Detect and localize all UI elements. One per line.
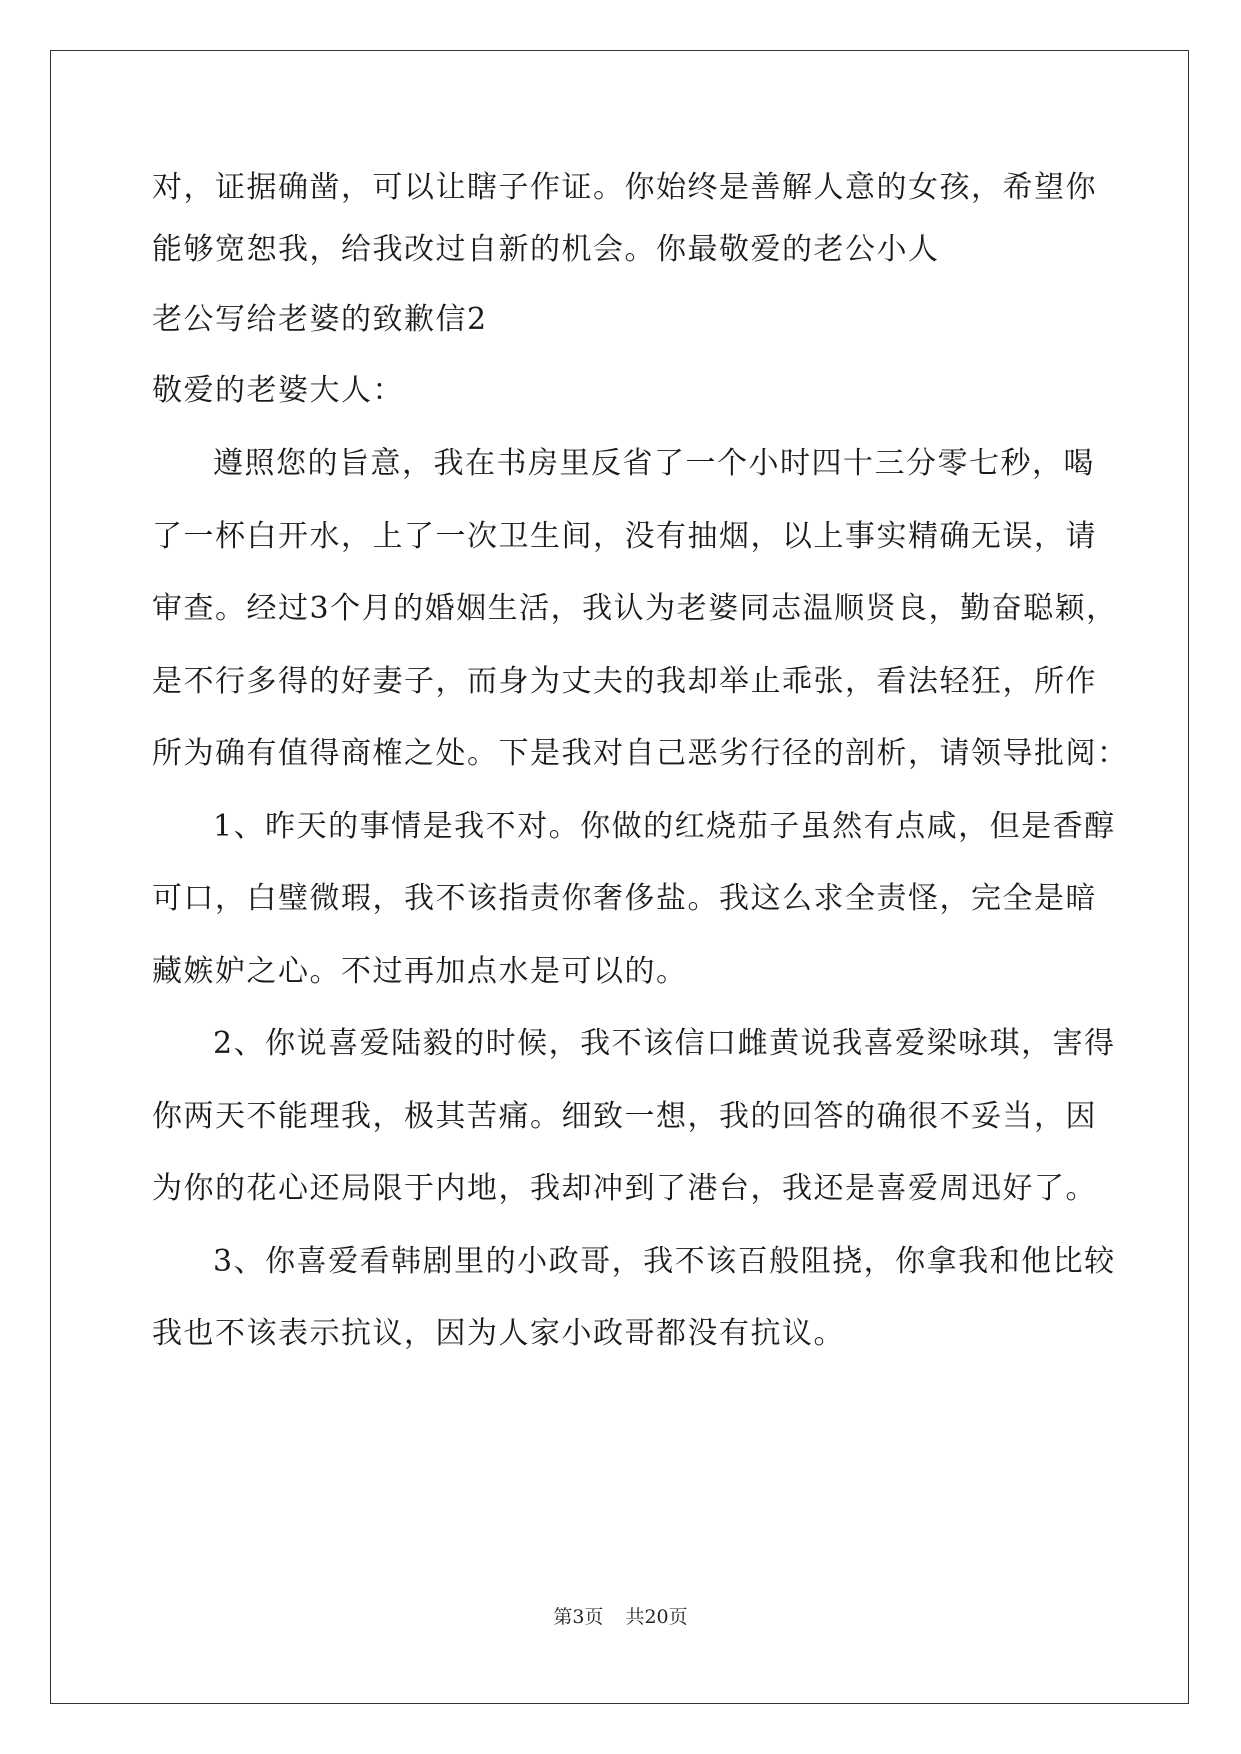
text-line: 审查。经过3个月的婚姻生活，我认为老婆同志温顺贤良，勤奋聪颖， bbox=[152, 591, 1118, 626]
page-number: 第3页 bbox=[553, 1606, 604, 1628]
text-line: 我也不该表示抗议，因为人家小政哥都没有抗议。 bbox=[152, 1316, 845, 1351]
text-line: 对，证据确凿，可以让瞎子作证。你始终是善解人意的女孩，希望你 bbox=[152, 170, 1097, 205]
page-frame bbox=[50, 50, 1189, 1704]
text-line: 藏嫉妒之心。不过再加点水是可以的。 bbox=[152, 954, 688, 989]
salutation: 敬爱的老婆大人： bbox=[152, 373, 404, 408]
section-heading: 老公写给老婆的致歉信2 bbox=[152, 302, 488, 337]
page-footer bbox=[0, 1602, 1241, 1629]
text-line: 你两天不能理我，极其苦痛。细致一想，我的回答的确很不妥当，因 bbox=[152, 1099, 1097, 1134]
text-line: 3、你喜爱看韩剧里的小政哥，我不该百般阻挠，你拿我和他比较 bbox=[213, 1244, 1116, 1279]
text-line: 所为确有值得商榷之处。下是我对自己恶劣行径的剖析，请领导批阅： bbox=[152, 736, 1129, 771]
text-line: 了一杯白开水，上了一次卫生间，没有抽烟，以上事实精确无误，请 bbox=[152, 519, 1097, 554]
text-line: 可口，白璧微瑕，我不该指责你奢侈盐。我这么求全责怪，完全是暗 bbox=[152, 881, 1097, 916]
text-line: 1、昨天的事情是我不对。你做的红烧茄子虽然有点咸，但是香醇 bbox=[213, 809, 1116, 844]
page-total: 共20页 bbox=[625, 1606, 688, 1628]
text-line: 2、你说喜爱陆毅的时候，我不该信口雌黄说我喜爱梁咏琪，害得 bbox=[213, 1026, 1116, 1061]
text-line: 遵照您的旨意，我在书房里反省了一个小时四十三分零七秒，喝 bbox=[213, 446, 1095, 481]
text-line: 是不行多得的好妻子，而身为丈夫的我却举止乖张，看法轻狂，所作 bbox=[152, 664, 1097, 699]
text-line: 为你的花心还局限于内地，我却冲到了港台，我还是喜爱周迅好了。 bbox=[152, 1171, 1097, 1206]
text-line: 能够宽恕我，给我改过自新的机会。你最敬爱的老公小人 bbox=[152, 232, 940, 267]
